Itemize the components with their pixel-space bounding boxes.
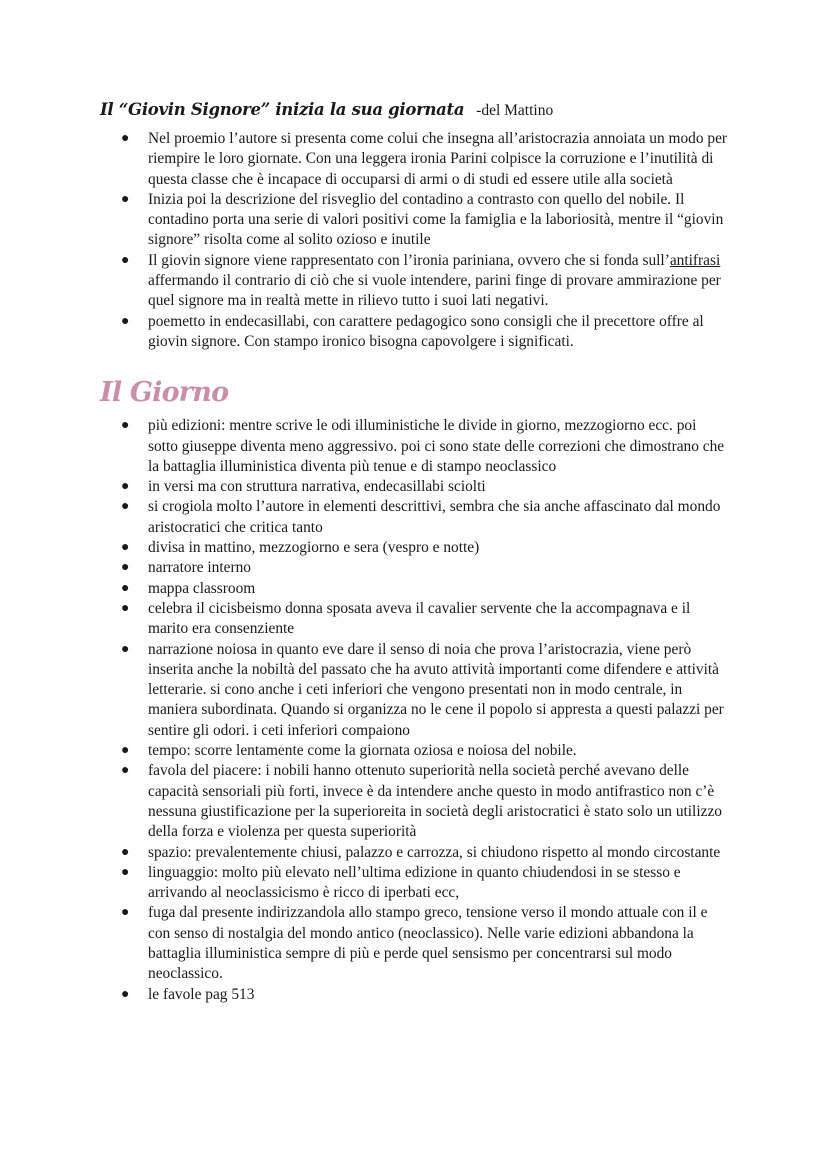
list-item bbox=[100, 640, 728, 741]
bullet-icon: ● bbox=[121, 313, 130, 329]
list-item bbox=[100, 985, 728, 1005]
bullet-icon: ● bbox=[121, 905, 130, 921]
list-item bbox=[100, 863, 728, 904]
bullet-icon: ● bbox=[121, 479, 130, 495]
section2-list bbox=[100, 416, 728, 1005]
section-heading bbox=[100, 98, 728, 123]
bullet-icon: ● bbox=[121, 191, 130, 207]
list-item-text: le favole pag 513 bbox=[148, 985, 255, 1003]
list-item bbox=[100, 761, 728, 842]
list-item bbox=[100, 251, 728, 312]
list-item bbox=[100, 497, 728, 538]
bullet-icon: ● bbox=[121, 131, 130, 146]
list-item bbox=[100, 903, 728, 984]
section1-list bbox=[100, 129, 728, 352]
bullet-icon: ● bbox=[121, 499, 130, 515]
bullet-icon: ● bbox=[121, 763, 130, 779]
list-item bbox=[100, 741, 728, 761]
bullet-icon: ● bbox=[121, 986, 130, 1002]
list-item-text: tempo: scorre lentamente come la giornata oziosa e noiosa del nobile. bbox=[148, 742, 577, 760]
list-item bbox=[100, 416, 728, 477]
list-item bbox=[100, 538, 728, 558]
list-item-text-part: affermando il contrario di ciò che si vuole intendere, parini finge di provare ammirazione per quel signore ma in realtà mette in rilievo tutto i suoi lati negativi. bbox=[148, 272, 721, 310]
bullet-icon: ● bbox=[121, 560, 130, 576]
bullet-icon: ● bbox=[121, 641, 130, 657]
list-item-text: linguaggio: molto più elevato nell’ultima edizione in quanto chiudendosi in se stesso e arrivando al neoclassicismo è ricco di iperbati ecc, bbox=[148, 863, 681, 902]
bullet-icon: ● bbox=[121, 580, 130, 596]
bullet-icon: ● bbox=[121, 418, 130, 434]
list-item bbox=[100, 129, 728, 190]
list-item bbox=[100, 558, 728, 578]
list-item bbox=[100, 477, 728, 497]
list-item-text: celebra il cicisbeismo donna sposata aveva il cavalier servente che la accompagnava e il marito era consenziente bbox=[148, 599, 691, 638]
list-item-text: Nel proemio l’autore si presenta come colui che insegna all’aristocrazia annoiata un modo per riempire le loro giornate. Con una leggera ironia Parini colpisce la corruzione e l’inutilità di questa classe che è incapace di occuparsi di armi o di studi ed essere utile alla società bbox=[148, 130, 728, 188]
list-item-text: poemetto in endecasillabi, con carattere pedagogico sono consigli che il precettore offre al giovin signore. Con stampo ironico bisogna capovolgere i significati. bbox=[148, 312, 704, 350]
list-item bbox=[100, 843, 728, 863]
list-item-text: fuga dal presente indirizzandola allo stampo greco, tensione verso il mondo attuale con il e con senso di nostalgia del mondo antico (neoclassico). Nelle varie edizioni abbandona la battaglia illuministica sempre di più e perde quel sensismo per concentrarsi sul modo neoclassico. bbox=[148, 904, 708, 983]
list-item bbox=[100, 312, 728, 353]
bullet-icon: ● bbox=[121, 743, 130, 759]
list-item-text-part: Il giovin signore viene rappresentato con l’ironia pariniana, ovvero che si fonda sull’ bbox=[148, 251, 670, 269]
list-item-text: in versi ma con struttura narrativa, endecasillabi sciolti bbox=[148, 478, 486, 496]
section-subtitle: -del Mattino bbox=[476, 102, 554, 119]
bullet-icon: ● bbox=[121, 600, 130, 616]
bullet-icon: ● bbox=[121, 252, 130, 268]
underlined-term: antifrasi bbox=[669, 251, 721, 269]
list-item-text: più edizioni: mentre scrive le odi illuministiche le divide in giorno, mezzogiorno ecc. poi sotto giuseppe diventa meno aggressivo. poi ci sono state delle correzioni che dimostrano che la battaglia illuministica diventa più tenue e di stampo neoclassico bbox=[148, 417, 725, 475]
list-item-text: favola del piacere: i nobili hanno ottenuto superiorità nella società perché avevano delle capacità sensoriali più forti, invece è da intendere anche questo in modo antifrastico non c’è nessuna giustificazione per la superioreita in società degli aristocratici è stato solo un utilizzo della forza e violenza per questa superiorità bbox=[148, 762, 722, 841]
list-item bbox=[100, 599, 728, 640]
list-item-text: narrazione noiosa in quanto eve dare il senso di noia che prova l’aristocrazia, viene però inserita anche la nobiltà del passato che ha avuto attività importanti come difendere e attività letterarie. si cono anche i ceti inferiori che vengono presentati non in modo centrale, in maniera subordinata. Quando si organizza no le cene il popolo si appresta a questi palazzi per sentire gli odori. i ceti inferiori compaiono bbox=[148, 640, 724, 739]
bullet-icon: ● bbox=[121, 844, 130, 860]
bullet-icon: ● bbox=[121, 864, 130, 880]
section-title: Il “Giovin Signore” inizia la sua giornata bbox=[100, 100, 465, 119]
list-item-text: spazio: prevalentemente chiusi, palazzo e carrozza, si chiudono rispetto al mondo circostante bbox=[148, 843, 721, 861]
list-item bbox=[100, 190, 728, 251]
bullet-icon: ● bbox=[121, 540, 130, 556]
list-item-text: narratore interno bbox=[148, 559, 251, 577]
section-title-il-giorno: Il Giorno bbox=[100, 377, 229, 409]
list-item-text: Inizia poi la descrizione del risveglio del contadino a contrasto con quello del nobile. Il contadino porta una serie di valori positivi come la famiglia e la laboriosità, mentre il “giovin signore” risolta come al solito ozioso e inutile bbox=[148, 190, 724, 249]
list-item-text: divisa in mattino, mezzogiorno e sera (vespro e notte) bbox=[148, 539, 480, 557]
list-item-text: si crogiola molto l’autore in elementi descrittivi, sembra che sia anche affascinato dal mondo aristocratici che critica tanto bbox=[148, 498, 721, 536]
list-item-text: mappa classroom bbox=[148, 579, 256, 597]
list-item bbox=[100, 579, 728, 599]
